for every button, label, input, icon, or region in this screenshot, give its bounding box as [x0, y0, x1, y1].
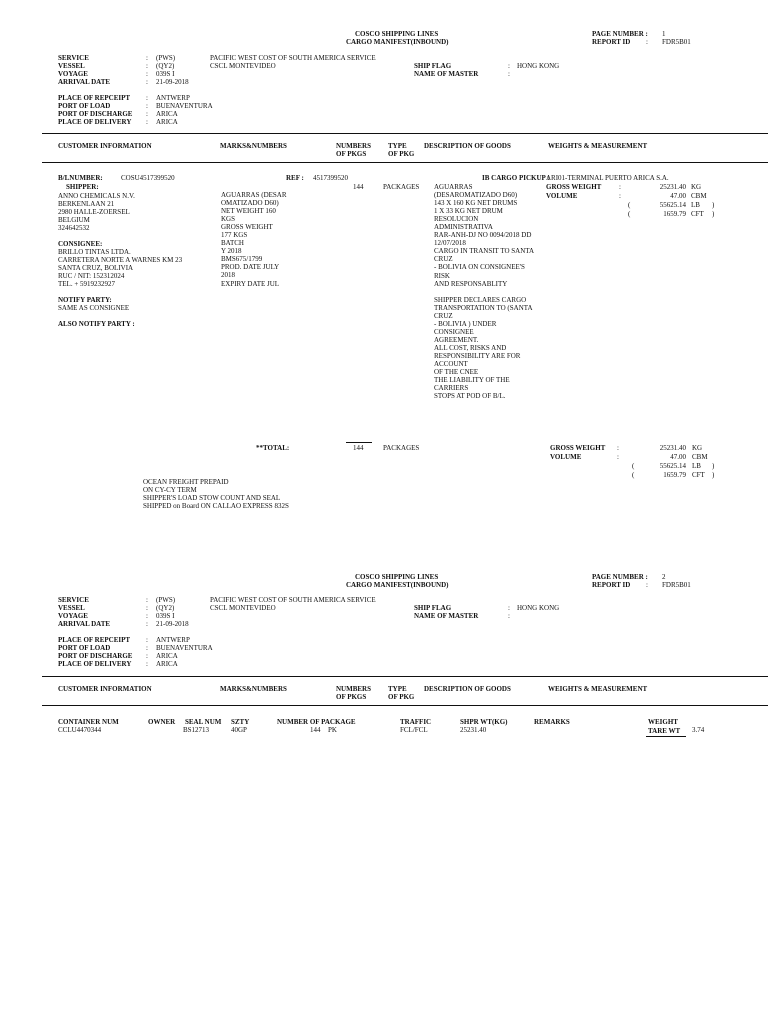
- bl-number-value: COSU4517399520: [121, 174, 175, 182]
- total-volume-value: 47.00: [670, 453, 686, 461]
- marks-line: Y 2018: [221, 247, 242, 256]
- page-number-label: PAGE NUMBER :: [592, 573, 648, 581]
- service-code: (PWS): [156, 596, 176, 604]
- volume-value: 47.00: [670, 192, 686, 200]
- colon: :: [146, 652, 148, 660]
- colon: :: [146, 62, 148, 70]
- marks-line: EXPIRY DATE JUL: [221, 279, 280, 288]
- col-marks: MARKS&NUMBERS: [220, 142, 287, 150]
- total-cft-value: 1659.79: [663, 471, 686, 479]
- total-lb-value: 55625.14: [659, 462, 686, 470]
- vessel-code: (QY2): [156, 62, 175, 70]
- tare-value: 3.74: [692, 726, 705, 734]
- ref-label: REF :: [286, 174, 304, 182]
- desc-line: AND RESPONSABLITY: [434, 279, 508, 288]
- desc-line: CONSIGNEE: [434, 327, 474, 336]
- gross-weight-value: 25231.40: [659, 183, 686, 191]
- lb-unit: LB: [691, 201, 700, 209]
- colon: :: [146, 636, 148, 644]
- remarks-block: [143, 478, 289, 510]
- total-volume-unit: CBM: [692, 453, 708, 461]
- total-volume-label: VOLUME: [550, 453, 582, 461]
- report-id-value: FDR5B01: [662, 38, 691, 46]
- marks-line: BMS675/1799: [221, 255, 263, 264]
- th-traffic: TRAFFIC: [400, 718, 432, 726]
- report-id-value: FDR5B01: [662, 581, 691, 589]
- colon: :: [617, 444, 619, 452]
- col-numbers: NUMBERS: [336, 142, 372, 150]
- col-description: DESCRIPTION OF GOODS: [424, 142, 511, 150]
- colon: :: [146, 604, 148, 612]
- th-seal-num: SEAL NUM: [185, 718, 222, 726]
- colon: :: [146, 70, 148, 78]
- th-remarks: REMARKS: [534, 718, 570, 726]
- vessel-name: CSCL MONTEVIDEO: [210, 604, 276, 612]
- marks-line: 177 KGS: [221, 231, 248, 240]
- shipper-line: BERKENLAAN 21: [58, 200, 115, 209]
- load-value: BUENAVENTURA: [156, 102, 213, 110]
- consignee-block: [58, 248, 182, 288]
- lb-value: 55625.14: [659, 201, 686, 209]
- consignee-line: BRILLO TINTAS LTDA.: [58, 248, 131, 256]
- colon: :: [146, 94, 148, 102]
- ref-value: 4517399520: [313, 174, 348, 182]
- col-weights: WEIGHTS & MEASUREMENT: [548, 142, 648, 150]
- consignee-label: CONSIGNEE:: [58, 240, 103, 248]
- colon: :: [508, 70, 510, 78]
- gross-weight-unit: KG: [691, 183, 702, 191]
- total-lb-unit: LB: [692, 462, 701, 470]
- notify-label: NOTIFY PARTY:: [58, 296, 112, 304]
- total-gross-weight-unit: KG: [692, 444, 703, 452]
- marks-line: PROD. DATE JULY: [221, 263, 280, 272]
- desc-line: RISK: [434, 271, 450, 280]
- pickup-value: ARI01-TERMINAL PUERTO ARICA S.A.: [546, 174, 669, 182]
- cft-unit: CFT: [691, 210, 704, 218]
- ship-flag-value: HONG KONG: [517, 604, 560, 612]
- pkg-type: PACKAGES: [383, 183, 420, 191]
- total-label: **TOTAL:: [256, 444, 290, 452]
- shipper-line: BELGIUM: [58, 216, 90, 225]
- load-value: BUENAVENTURA: [156, 644, 213, 652]
- desc-line: RESOLUCION: [434, 215, 479, 224]
- desc-line: STOPS AT POD OF B/L.: [434, 392, 506, 401]
- marks-line: OMATIZADO D60): [221, 199, 279, 208]
- colon: :: [146, 620, 148, 628]
- remarks-line: SHIPPER'S LOAD STOW COUNT AND SEAL: [143, 494, 281, 503]
- vessel-name: CSCL MONTEVIDEO: [210, 62, 276, 70]
- report-id-colon: :: [646, 38, 648, 46]
- page-number-value: 2: [662, 573, 666, 581]
- service-label: SERVICE: [58, 54, 89, 62]
- lparen: (: [632, 471, 635, 479]
- container-num: CCLU4470344: [58, 726, 102, 734]
- col-customer-info: CUSTOMER INFORMATION: [58, 685, 152, 693]
- company-name: COSCO SHIPPING LINES: [355, 30, 439, 38]
- marks-line: GROSS WEIGHT: [221, 223, 273, 232]
- colon: :: [508, 604, 510, 612]
- consignee-line: RUC / NIT: 152312024: [58, 272, 125, 281]
- szty-value: 40GP: [231, 726, 247, 734]
- desc-line: [434, 288, 534, 296]
- th-container-num: CONTAINER NUM: [58, 718, 119, 726]
- desc-line: CARGO IN TRANSIT TO SANTA: [434, 247, 535, 256]
- th-weight: WEIGHT: [648, 718, 678, 726]
- volume-unit: CBM: [691, 192, 707, 200]
- bl-number-label: B/LNUMBER:: [58, 174, 103, 182]
- marks-line: KGS: [221, 215, 236, 224]
- desc-line: - BOLIVIA ) UNDER: [434, 319, 497, 328]
- vessel-code: (QY2): [156, 604, 175, 612]
- desc-line: - BOLIVIA ON CONSIGNEE'S: [434, 263, 525, 272]
- arrival-label: ARRIVAL DATE: [58, 620, 111, 628]
- divider: [42, 705, 768, 706]
- arrival-value: 21-09-2018: [156, 620, 189, 628]
- voyage-label: VOYAGE: [58, 70, 88, 78]
- shipper-line: 324642532: [58, 224, 90, 233]
- page-number-value: 1: [662, 30, 666, 38]
- desc-line: CRUZ: [434, 255, 453, 264]
- cft-value: 1659.79: [663, 210, 686, 218]
- report-id-label: REPORT ID: [592, 581, 631, 589]
- also-notify-label: ALSO NOTIFY PARTY :: [58, 320, 135, 328]
- shipper-label: SHIPPER:: [66, 183, 99, 191]
- desc-line: (DESAROMATIZADO D60): [434, 191, 518, 200]
- report-id-colon: :: [646, 581, 648, 589]
- load-label: PORT OF LOAD: [58, 644, 111, 652]
- gross-weight-label: GROSS WEIGHT: [546, 183, 602, 191]
- service-name: PACIFIC WEST COST OF SOUTH AMERICA SERVICE: [210, 54, 376, 62]
- rparen: ): [712, 201, 715, 209]
- marks-line: BATCH: [221, 239, 244, 248]
- col-weights: WEIGHTS & MEASUREMENT: [548, 685, 648, 693]
- th-number-of-package: NUMBER OF PACKAGE: [277, 718, 356, 726]
- total-cft-unit: CFT: [692, 471, 705, 479]
- vessel-label: VESSEL: [58, 604, 85, 612]
- rparen: ): [712, 471, 715, 479]
- desc-line: CRUZ: [434, 311, 453, 320]
- col-of-pkgs: OF PKGS: [336, 150, 367, 158]
- receipt-value: ANTWERP: [156, 94, 190, 102]
- desc-line: OF THE CNEE: [434, 368, 479, 377]
- colon: :: [617, 453, 619, 461]
- desc-line: AGREEMENT.: [434, 335, 479, 344]
- pkg-count: 144: [353, 183, 364, 191]
- ship-flag-label: SHIP FLAG: [414, 604, 452, 612]
- page-number-label: PAGE NUMBER :: [592, 30, 648, 38]
- divider: [42, 162, 768, 163]
- th-owner: OWNER: [148, 718, 176, 726]
- th-shpr-wt: SHPR WT(KG): [460, 718, 508, 726]
- colon: :: [146, 660, 148, 668]
- col-marks: MARKS&NUMBERS: [220, 685, 287, 693]
- package-unit: PK: [328, 726, 337, 734]
- shpr-wt-value: 25231.40: [460, 726, 487, 734]
- colon: :: [619, 183, 621, 191]
- desc-line: 143 X 160 KG NET DRUMS: [434, 199, 518, 208]
- desc-line: ALL COST, RISKS AND: [434, 343, 507, 352]
- desc-line: TRANSPORTATION TO (SANTA: [434, 303, 533, 312]
- colon: :: [146, 118, 148, 126]
- service-code: (PWS): [156, 54, 176, 62]
- col-of-pkg: OF PKG: [388, 150, 415, 158]
- receipt-label: PLACE OF REPCEIPT: [58, 94, 131, 102]
- desc-line: ADMINISTRATIVA: [434, 223, 493, 232]
- total-gross-weight-label: GROSS WEIGHT: [550, 444, 606, 452]
- pickup-label: IB CARGO PICKUP :: [482, 174, 550, 182]
- delivery-value: ARICA: [156, 660, 178, 668]
- consignee-line: CARRETERA NORTE A WARNES KM 23: [58, 256, 183, 265]
- colon: :: [508, 62, 510, 70]
- total-rule: [346, 442, 372, 443]
- lparen: (: [628, 210, 631, 218]
- col-customer-info: CUSTOMER INFORMATION: [58, 142, 152, 150]
- arrival-label: ARRIVAL DATE: [58, 78, 111, 86]
- th-tare-wt: TARE WT: [648, 727, 681, 735]
- shipper-block: [58, 192, 135, 232]
- colon: :: [146, 54, 148, 62]
- remarks-line: SHIPPED on Board ON CALLAO EXPRESS 832S: [143, 502, 289, 511]
- lparen: (: [632, 462, 635, 470]
- report-id-label: REPORT ID: [592, 38, 631, 46]
- consignee-line: TEL. + 5919232927: [58, 280, 116, 289]
- ship-flag-label: SHIP FLAG: [414, 62, 452, 70]
- divider: [42, 133, 768, 134]
- col-of-pkg: OF PKG: [388, 693, 415, 701]
- vessel-label: VESSEL: [58, 62, 85, 70]
- colon: :: [146, 102, 148, 110]
- desc-line: 12/07/2018: [434, 239, 466, 248]
- remarks-line: OCEAN FREIGHT PREPAID: [143, 478, 229, 486]
- delivery-value: ARICA: [156, 118, 178, 126]
- package-count: 144: [310, 726, 321, 734]
- desc-line: RESPONSIBILITY ARE FOR: [434, 351, 521, 360]
- discharge-value: ARICA: [156, 110, 178, 118]
- colon: :: [146, 596, 148, 604]
- total-pkgs: 144: [353, 444, 364, 452]
- lparen: (: [628, 201, 631, 209]
- load-label: PORT OF LOAD: [58, 102, 111, 110]
- description-block: [434, 183, 534, 400]
- colon: :: [508, 612, 510, 620]
- rparen: ): [712, 462, 715, 470]
- traffic-value: FCL/FCL: [400, 726, 428, 734]
- master-label: NAME OF MASTER: [414, 612, 479, 620]
- discharge-value: ARICA: [156, 652, 178, 660]
- total-gross-weight-value: 25231.40: [659, 444, 686, 452]
- total-pkg-type: PACKAGES: [383, 444, 420, 452]
- seal-num: BS12713: [183, 726, 210, 734]
- remarks-line: ON CY-CY TERM: [143, 486, 197, 495]
- desc-line: THE LIABILITY OF THE: [434, 376, 510, 385]
- volume-label: VOLUME: [546, 192, 578, 200]
- desc-line: ACCOUNT: [434, 359, 468, 368]
- rparen: ): [712, 210, 715, 218]
- voyage-value: 039S I: [156, 612, 175, 620]
- service-label: SERVICE: [58, 596, 89, 604]
- col-description: DESCRIPTION OF GOODS: [424, 685, 511, 693]
- colon: :: [146, 612, 148, 620]
- doc-title: CARGO MANIFEST(INBOUND): [346, 581, 449, 589]
- col-type: TYPE: [388, 685, 407, 693]
- voyage-label: VOYAGE: [58, 612, 88, 620]
- desc-line: SHIPPER DECLARES CARGO: [434, 295, 527, 304]
- delivery-label: PLACE OF DELIVERY: [58, 118, 132, 126]
- col-type: TYPE: [388, 142, 407, 150]
- discharge-label: PORT OF DISCHARGE: [58, 652, 133, 660]
- desc-line: CARRIERS: [434, 384, 469, 393]
- divider: [646, 736, 686, 737]
- receipt-value: ANTWERP: [156, 636, 190, 644]
- ship-flag-value: HONG KONG: [517, 62, 560, 70]
- colon: :: [146, 644, 148, 652]
- service-name: PACIFIC WEST COST OF SOUTH AMERICA SERVICE: [210, 596, 376, 604]
- doc-title: CARGO MANIFEST(INBOUND): [346, 38, 449, 46]
- marks-block: [221, 191, 287, 288]
- receipt-label: PLACE OF REPCEIPT: [58, 636, 131, 644]
- shipper-line: ANNO CHEMICALS N.V.: [58, 192, 135, 200]
- th-szty: SZTY: [231, 718, 250, 726]
- marks-line: NET WEIGHT 160: [221, 207, 276, 216]
- colon: :: [619, 192, 621, 200]
- consignee-line: SANTA CRUZ, BOLIVIA: [58, 264, 134, 273]
- colon: :: [146, 110, 148, 118]
- voyage-value: 039S I: [156, 70, 175, 78]
- col-of-pkgs: OF PKGS: [336, 693, 367, 701]
- col-numbers: NUMBERS: [336, 685, 372, 693]
- master-label: NAME OF MASTER: [414, 70, 479, 78]
- marks-line: AGUARRAS (DESAR: [221, 191, 287, 199]
- divider: [42, 676, 768, 677]
- shipper-line: 2980 HALLE-ZOERSEL: [58, 208, 130, 217]
- notify-value: SAME AS CONSIGNEE: [58, 304, 130, 312]
- colon: :: [146, 78, 148, 86]
- delivery-label: PLACE OF DELIVERY: [58, 660, 132, 668]
- desc-line: RAR-ANH-DJ NO 0094/2018 DD: [434, 231, 532, 240]
- arrival-value: 21-09-2018: [156, 78, 189, 86]
- company-name: COSCO SHIPPING LINES: [355, 573, 439, 581]
- desc-line: AGUARRAS: [434, 183, 473, 191]
- desc-line: 1 X 33 KG NET DRUM: [434, 207, 503, 216]
- discharge-label: PORT OF DISCHARGE: [58, 110, 133, 118]
- marks-line: 2018: [221, 271, 235, 280]
